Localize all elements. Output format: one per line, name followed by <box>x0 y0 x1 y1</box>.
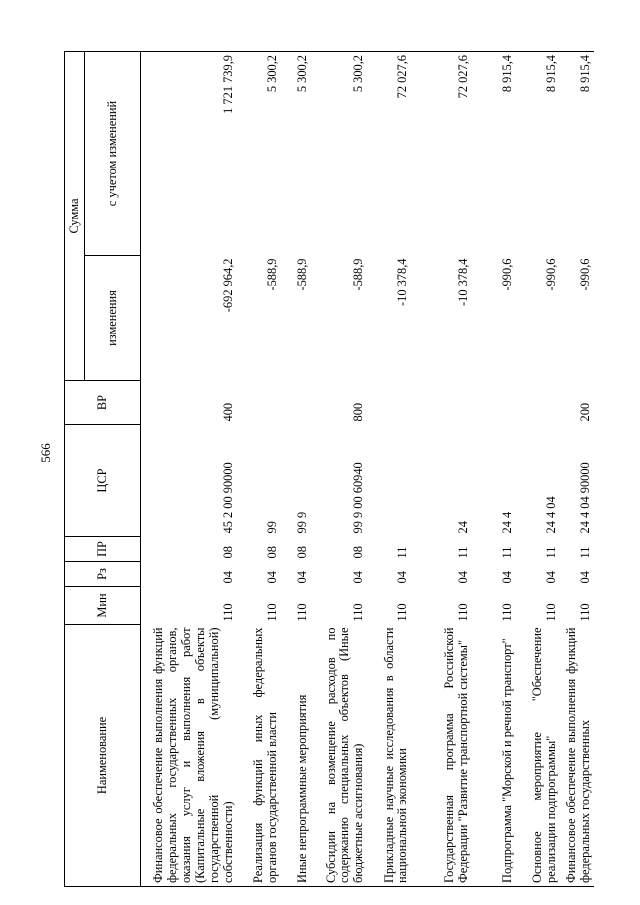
row-total: 5 300,2 <box>237 52 281 256</box>
header-min: Мин <box>65 587 141 625</box>
row-csr <box>367 425 411 537</box>
header-with-change: с учетом изменений <box>85 52 141 256</box>
row-csr: 24 4 04 <box>543 496 558 534</box>
row-vr <box>516 381 560 425</box>
row-total: 72 027,6 <box>411 52 471 256</box>
header-vr: ВР <box>65 381 141 425</box>
row-total: 5 300,2 <box>281 52 311 256</box>
row-vr: 200 <box>578 402 593 422</box>
page-number: 566 <box>38 442 53 463</box>
row-pr: 11 <box>395 546 410 559</box>
table-row <box>141 52 237 887</box>
table-row <box>516 52 560 887</box>
row-rz: 04 <box>265 571 280 584</box>
row-rz: 04 <box>295 571 310 584</box>
row-csr: 99 <box>265 521 280 534</box>
row-vr <box>367 381 411 425</box>
row-change: -10 378,4 <box>455 258 470 306</box>
row-min: 110 <box>295 603 310 622</box>
row-change: -588,9 <box>295 258 310 291</box>
row-pr: 08 <box>351 546 366 559</box>
row-min: 110 <box>265 603 280 622</box>
row-pr: 11 <box>455 546 470 559</box>
row-name: Подпрограмма "Морской и речной транспорт" <box>472 625 516 887</box>
row-rz: 04 <box>578 571 593 584</box>
row-min: 110 <box>455 603 470 622</box>
row-pr: 11 <box>499 546 514 559</box>
row-pr: 08 <box>220 546 235 559</box>
row-min: 110 <box>543 603 558 622</box>
row-rz: 04 <box>543 571 558 584</box>
row-name: Реализация функций иных федеральных органов государственной власти <box>237 625 281 887</box>
row-vr: 800 <box>351 402 366 422</box>
row-min: 110 <box>578 603 593 622</box>
row-total: 5 300,2 <box>311 52 367 256</box>
row-vr: 400 <box>220 402 235 422</box>
table-body <box>141 52 595 887</box>
row-vr <box>472 381 516 425</box>
row-rz: 04 <box>395 571 410 584</box>
row-vr <box>411 381 471 425</box>
row-min: 110 <box>499 603 514 622</box>
row-pr: 08 <box>265 546 280 559</box>
table-row <box>281 52 311 887</box>
table-row <box>411 52 471 887</box>
table-row <box>367 52 411 887</box>
row-change: -692 964,2 <box>220 258 235 313</box>
row-rz: 04 <box>499 571 514 584</box>
row-csr: 24 <box>455 521 470 534</box>
row-name: Иные непрограммные мероприятия <box>281 625 311 887</box>
row-total: 8 915,4 <box>560 52 594 256</box>
row-pr: 08 <box>295 546 310 559</box>
header-pr: ПР <box>65 537 141 562</box>
rotated-page <box>64 52 594 887</box>
row-total: 8 915,4 <box>516 52 560 256</box>
row-min: 110 <box>351 603 366 622</box>
row-csr: 99 9 00 60940 <box>351 462 366 534</box>
row-name: Прикладные научные исследования в области национальной экономики <box>367 625 411 887</box>
row-csr: 24 4 <box>499 511 514 534</box>
row-pr: 11 <box>543 546 558 559</box>
header-name: Наименование <box>65 625 141 887</box>
header-csr: ЦСР <box>65 425 141 537</box>
page-number-container <box>36 0 56 905</box>
row-vr <box>281 381 311 425</box>
header-sum: Сумма <box>65 52 85 381</box>
table-row <box>472 52 516 887</box>
row-name: Основное мероприятие "Обеспечение реализации подпрограммы" <box>516 625 560 887</box>
table-row <box>237 52 281 887</box>
header-rz: Рз <box>65 562 141 587</box>
budget-table <box>64 51 594 887</box>
row-change: -588,9 <box>265 258 280 291</box>
table-row <box>311 52 367 887</box>
row-csr: 99 9 <box>295 511 310 534</box>
row-csr: 24 4 04 90000 <box>578 462 593 534</box>
row-vr <box>237 381 281 425</box>
row-change: -588,9 <box>351 258 366 291</box>
row-change: -10 378,4 <box>395 258 410 306</box>
row-min: 110 <box>395 603 410 622</box>
row-rz: 04 <box>455 571 470 584</box>
table-row <box>560 52 594 887</box>
row-name: Финансовое обеспечение выполнения функций федеральных государственных <box>560 625 594 887</box>
row-name: Субсидии на возмещение расходов по содержанию специальных объектов (Иные бюджетные ассигнования) <box>311 625 367 887</box>
row-csr: 45 2 00 90000 <box>220 462 235 534</box>
row-total: 1 721 739,9 <box>141 52 237 256</box>
row-change: -990,6 <box>543 258 558 291</box>
row-change: -990,6 <box>578 258 593 291</box>
row-rz: 04 <box>220 571 235 584</box>
row-total: 8 915,4 <box>472 52 516 256</box>
row-min: 110 <box>220 603 235 622</box>
row-rz: 04 <box>351 571 366 584</box>
row-name: Государственная программа Российской Федерации "Развитие транспортной системы" <box>411 625 471 887</box>
row-name: Финансовое обеспечение выполнения функций федеральных государственных органов, оказания услуг и выполнения работ (Капитальные вложения в объекты государственной (муниципальной) собственности) <box>141 625 237 887</box>
header-change: изменения <box>85 256 141 381</box>
row-pr: 11 <box>578 546 593 559</box>
row-change: -990,6 <box>499 258 514 291</box>
row-total: 72 027,6 <box>367 52 411 256</box>
